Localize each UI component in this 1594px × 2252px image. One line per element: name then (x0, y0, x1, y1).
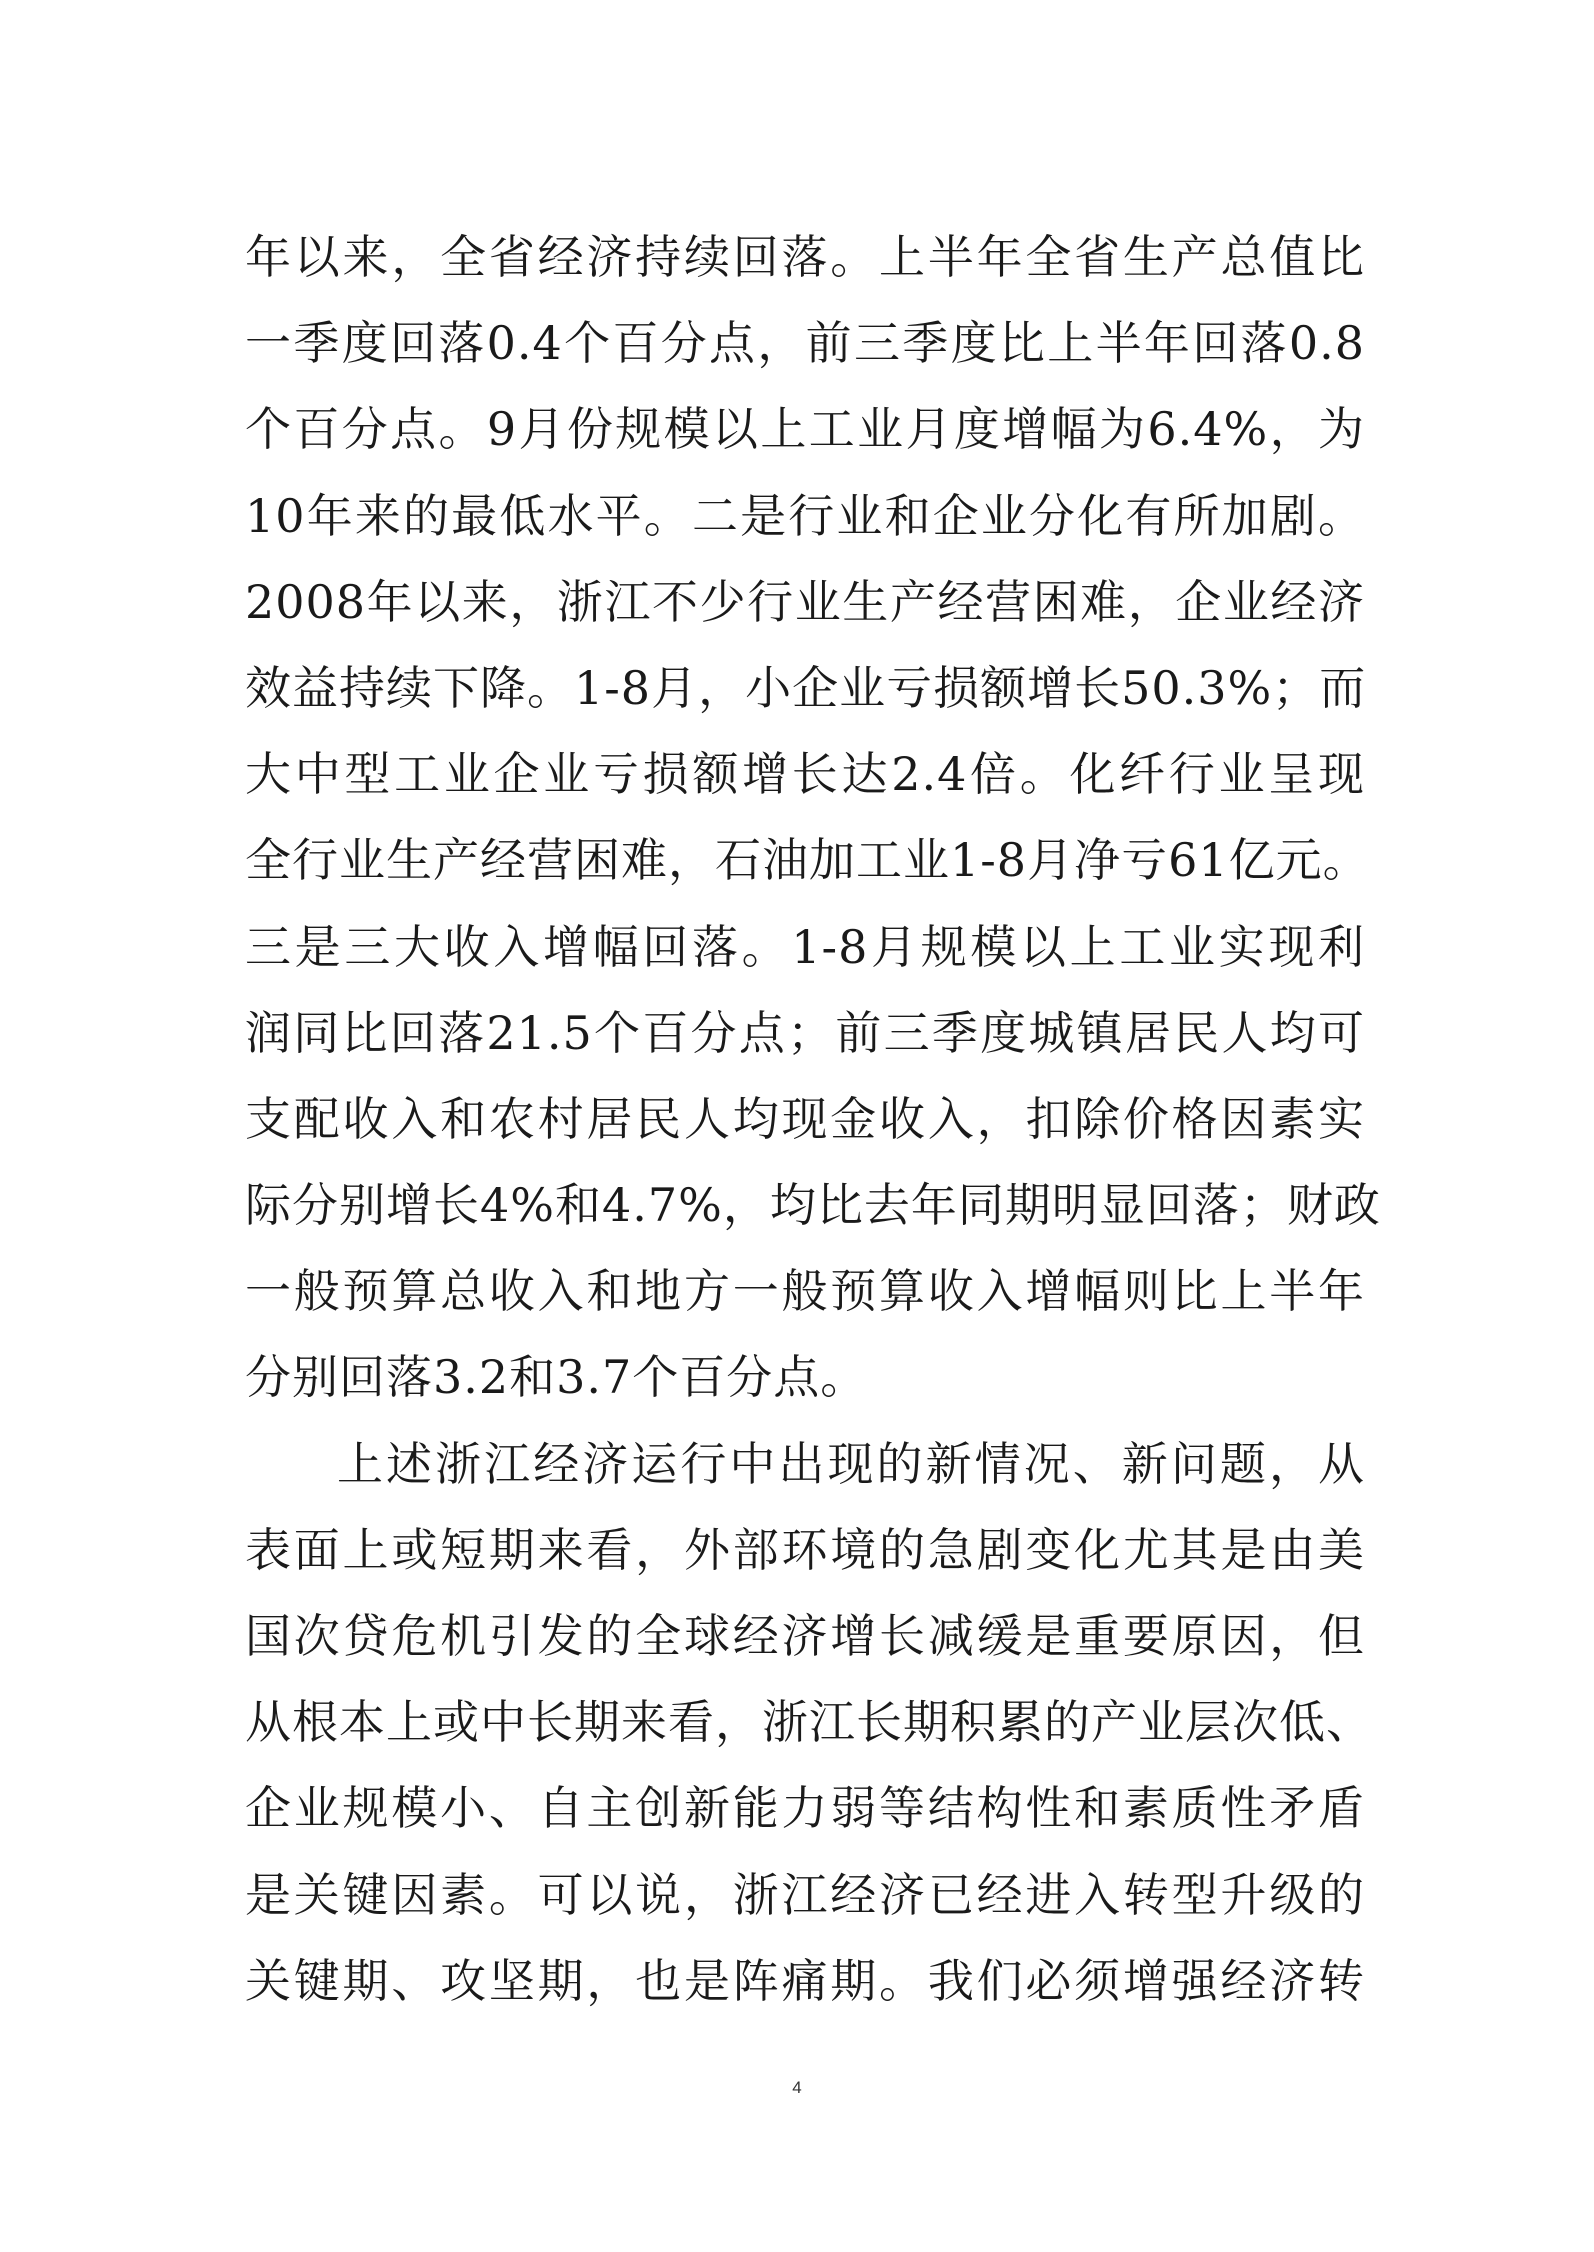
text-line: 关键期、攻坚期，也是阵痛期。我们必须增强经济转 (245, 1953, 1365, 2008)
text-line: 年以来，全省经济持续回落。上半年全省生产总值比 (245, 230, 1365, 284)
text-line: 10年来的最低水平。二是行业和企业分化有所加剧。 (245, 488, 1365, 543)
text-line: 上述浙江经济运行中出现的新情况、新问题，从 (337, 1436, 1365, 1491)
text-line: 是关键因素。可以说，浙江经济已经进入转型升级的 (245, 1867, 1365, 1922)
text-line: 分别回落3.2和3.7个百分点。 (245, 1350, 868, 1405)
text-line: 大中型工业企业亏损额增长达2.4倍。化纤行业呈现 (245, 747, 1365, 802)
text-line: 国次贷危机引发的全球经济增长减缓是重要原因，但 (245, 1609, 1365, 1663)
text-line: 润同比回落21.5个百分点；前三季度城镇居民人均可 (245, 1005, 1365, 1060)
text-line: 效益持续下降。1-8月，小企业亏损额增长50.3%；而 (245, 660, 1367, 715)
text-line: 个百分点。9月份规模以上工业月度增幅为6.4%，为 (245, 402, 1365, 457)
text-line: 际分别增长4%和4.7%，均比去年同期明显回落；财政 (245, 1178, 1381, 1233)
page-number: 4 (792, 2078, 802, 2097)
text-line: 支配收入和农村居民人均现金收入，扣除价格因素实 (245, 1091, 1365, 1146)
text-line: 表面上或短期来看，外部环境的急剧变化尤其是由美 (245, 1522, 1365, 1577)
paragraph-2 (245, 1421, 1373, 2024)
paragraph-1 (245, 214, 1381, 1421)
text-line: 一般预算总收入和地方一般预算收入增幅则比上半年 (245, 1264, 1365, 1319)
text-line: 2008年以来，浙江不少行业生产经营困难，企业经济 (245, 574, 1365, 629)
text-line: 从根本上或中长期来看，浙江长期积累的产业层次低、 (245, 1695, 1373, 1750)
body-text (245, 214, 1381, 2024)
text-line: 全行业生产经营困难，石油加工业1-8月净亏61亿元。 (245, 833, 1370, 888)
text-line: 一季度回落0.4个百分点，前三季度比上半年回落0.8 (245, 316, 1365, 371)
text-line: 三是三大收入增幅回落。1-8月规模以上工业实现利 (245, 919, 1365, 974)
text-line: 企业规模小、自主创新能力弱等结构性和素质性矛盾 (245, 1781, 1365, 1836)
